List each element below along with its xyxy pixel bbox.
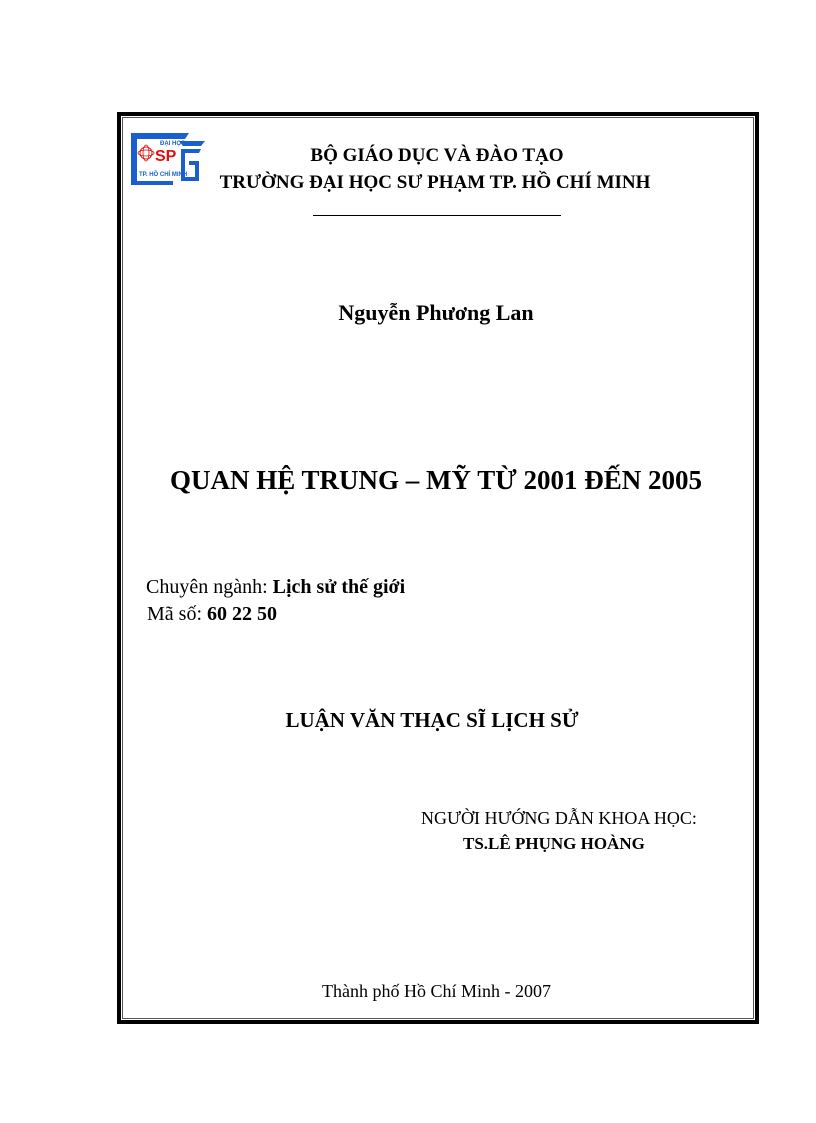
logo-top-text: ĐẠI HỌC — [160, 141, 186, 147]
university-logo — [129, 131, 207, 187]
logo-bottom-text: TP. HỒ CHÍ MINH — [139, 172, 188, 178]
code-line — [147, 604, 277, 624]
major-label: Chuyên ngành: — [146, 576, 268, 598]
page-border-inner — [122, 117, 754, 1019]
ministry-name: BỘ GIÁO DỤC VÀ ĐÀO TẠO — [310, 145, 564, 166]
degree-title: LUẬN VĂN THẠC SĨ LỊCH SỬ — [285, 708, 579, 732]
code-value: 60 22 50 — [207, 603, 277, 625]
major-value: Lịch sử thế giới — [272, 576, 406, 598]
code-label: Mã số: — [147, 603, 202, 625]
advisor-label: NGƯỜI HƯỚNG DẪN KHOA HỌC: — [421, 808, 697, 828]
university-name: TRƯỜNG ĐẠI HỌC SƯ PHẠM TP. HỒ CHÍ MINH — [219, 172, 651, 193]
major-line — [146, 577, 405, 597]
page-border — [117, 112, 759, 1024]
place-year: Thành phố Hồ Chí Minh - 2007 — [322, 981, 551, 1001]
logo-main-text: SP — [155, 148, 177, 165]
advisor-name: TS.LÊ PHỤNG HOÀNG — [463, 834, 645, 853]
author-name: Nguyễn Phương Lan — [338, 300, 534, 325]
header-divider — [313, 215, 561, 216]
thesis-title: QUAN HỆ TRUNG – MỸ TỪ 2001 ĐẾN 2005 — [169, 465, 703, 495]
